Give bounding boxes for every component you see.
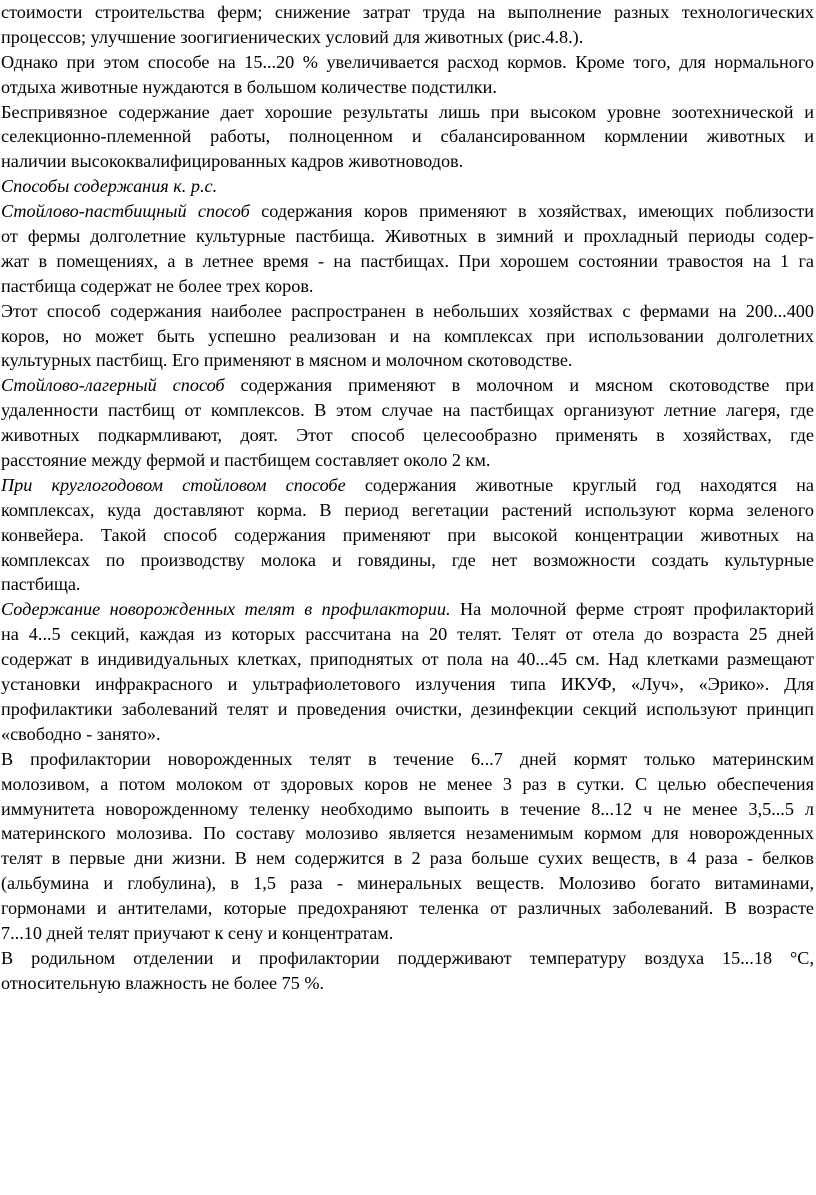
italic-text: При круглогодовом стойловом способе	[1, 474, 346, 495]
body-text: 7...10 дней телят приучают к сену и концентратам.	[1, 922, 394, 943]
text-line	[1, 597, 814, 622]
italic-text: Стойлово-пастбищный способ	[1, 201, 250, 222]
text-line	[1, 398, 814, 423]
text-line	[1, 946, 814, 971]
text-line	[1, 797, 814, 822]
body-text: стоимости строительства ферм; снижение затрат труда на выполнение разных технологических	[1, 2, 814, 22]
body-text: материнского молозива. По составу молозиво является незаменимым кормом для новорожденных	[1, 823, 814, 844]
body-text: культурных пастбищ. Его применяют в мясном и молочном скотоводстве.	[1, 350, 573, 371]
body-text: содержания животные круглый год находятся на	[345, 474, 814, 495]
text-line	[1, 199, 814, 224]
body-text: относительную влажность не более 75 %.	[1, 972, 325, 993]
text-line	[1, 722, 814, 747]
text-line	[1, 448, 814, 473]
text-line	[1, 921, 814, 946]
body-text: Этот способ содержания наиболее распространен в небольших хозяйствах с фермами на 200...400	[1, 300, 814, 321]
text-line	[1, 498, 814, 523]
body-text: жат в помещениях, а в летнее время - на пастбищах. При хорошем состоянии травостоя на 1 га	[1, 250, 814, 271]
text-line	[1, 299, 814, 324]
text-line	[1, 971, 814, 996]
text-line	[1, 25, 814, 50]
body-text: В профилактории новорожденных телят в течение 6...7 дней кормят только материнским	[1, 748, 814, 769]
text-line	[1, 846, 814, 871]
text-line	[1, 548, 814, 573]
body-text: на 4...5 секций, каждая из которых рассчитана на 20 телят. Телят от отела до возраста 25 дней	[1, 624, 814, 645]
text-line	[1, 697, 814, 722]
body-text: от фермы долголетние культурные пастбища. Животных в зимний и прохладный периоды содер-	[1, 226, 814, 247]
text-line	[1, 124, 814, 149]
text-line	[1, 622, 814, 647]
text-line	[1, 174, 814, 199]
text-line	[1, 821, 814, 846]
text-line	[1, 373, 814, 398]
body-text: установки инфракрасного и ультрафиолетового излучения типа ИКУФ, «Луч», «Эрико». Для	[1, 674, 814, 695]
body-text: телят в первые дни жизни. В нем содержится в 2 раза больше сухих веществ, в 4 раза - белков	[1, 848, 814, 869]
body-text: иммунитета новорожденному теленку необходимо выпоить в течение 8...12 ч не менее 3,5...5 л	[1, 798, 814, 819]
text-line	[1, 324, 814, 349]
body-text: наличии высококвалифицированных кадров животноводов.	[1, 151, 464, 172]
body-text: гормонами и антителами, которые предохраняют теленка от различных заболеваний. В возрасте	[1, 898, 814, 919]
text-line	[1, 75, 814, 100]
body-text: молозивом, а потом молоком от здоровых коров не менее 3 раз в сутки. С целью обеспечения	[1, 773, 814, 794]
body-text: пастбища содержат не более трех коров.	[1, 275, 314, 296]
text-line	[1, 224, 814, 249]
text-line	[1, 149, 814, 174]
text-line	[1, 100, 814, 125]
body-text: содержания коров применяют в хозяйствах, имеющих поблизости	[249, 201, 814, 222]
body-text: содержат в индивидуальных клетках, приподнятых от пола на 40...45 см. Над клетками размещают	[1, 649, 814, 670]
body-text: селекционно-племенной работы, полноценном и сбалансированном кормлении животных и	[1, 126, 814, 147]
body-text: процессов; улучшение зоогигиенических условий для животных (рис.4.8.).	[1, 26, 584, 47]
body-text: Однако при этом способе на 15...20 % увеличивается расход кормов. Кроме того, для нормального	[1, 51, 814, 72]
text-line	[1, 274, 814, 299]
body-text: Беспривязное содержание дает хорошие результаты лишь при высоком уровне зоотехнической и	[1, 101, 814, 122]
text-line	[1, 523, 814, 548]
body-text: отдыха животные нуждаются в большом количестве подстилки.	[1, 76, 497, 97]
body-text: коров, но может быть успешно реализован и на комплексах при использовании долголетних	[1, 325, 814, 346]
text-line	[1, 896, 814, 921]
text-line	[1, 871, 814, 896]
body-text: пастбища.	[1, 574, 81, 595]
text-line	[1, 50, 814, 75]
body-text: (альбумина и глобулина), в 1,5 раза - минеральных веществ. Молозиво богато витаминами,	[1, 873, 814, 894]
text-line	[1, 647, 814, 672]
body-text: содержания применяют в молочном и мясном скотоводстве при	[224, 375, 814, 396]
body-text: расстояние между фермой и пастбищем составляет около 2 км.	[1, 450, 491, 471]
body-text: В родильном отделении и профилактории поддерживают температуру воздуха 15...18 °С,	[1, 947, 814, 968]
text-line	[1, 572, 814, 597]
italic-text: Стойлово-лагерный способ	[1, 375, 225, 396]
body-text: удаленности пастбищ от комплексов. В этом случае на пастбищах организуют летние лагеря, где	[1, 400, 814, 421]
text-line	[1, 672, 814, 697]
body-text: животных подкармливают, доят. Этот способ целесообразно применять в хозяйствах, где	[1, 425, 814, 446]
body-text: На молочной ферме строят профилакторий	[450, 599, 814, 620]
body-text: конвейера. Такой способ содержания применяют при высокой концентрации животных на	[1, 524, 814, 545]
text-line	[1, 772, 814, 797]
text-line	[1, 0, 814, 25]
body-text: «свободно - занято».	[1, 723, 161, 744]
body-text: комплексах, куда доставляют корма. В период вегетации растений используют корма зеленого	[1, 499, 814, 520]
text-line	[1, 249, 814, 274]
text-line	[1, 348, 814, 373]
body-text: комплексах по производству молока и говядины, где нет возможности создать культурные	[1, 549, 814, 570]
body-text: профилактики заболеваний телят и проведения очистки, дезинфекции секций используют принцип	[1, 698, 814, 719]
text-line	[1, 747, 814, 772]
text-line	[1, 423, 814, 448]
document-text	[1, 0, 814, 996]
italic-text: Способы содержания к. р.с.	[1, 176, 218, 197]
text-line	[1, 473, 814, 498]
italic-text: Содержание новорожденных телят в профилактории.	[1, 599, 451, 620]
